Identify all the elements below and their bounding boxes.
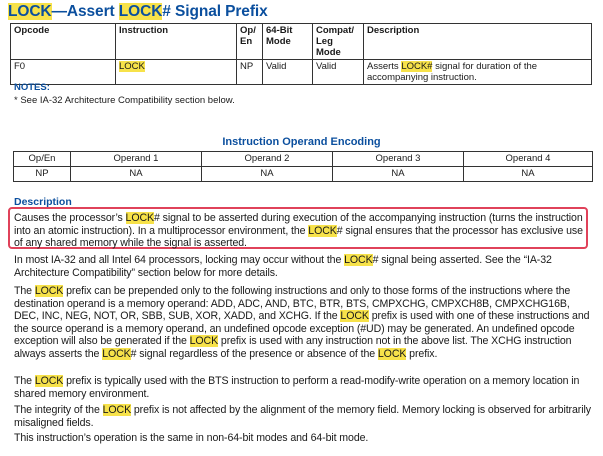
- text-run: # signal ensures that the processor has exclusive use of any shared memory while the signal is asserted.: [14, 224, 583, 250]
- lock-keyword-highlight: LOCK: [118, 3, 163, 20]
- lock-keyword-highlight: LOCK#: [401, 61, 433, 72]
- lock-keyword-highlight: LOCK: [119, 61, 145, 72]
- description-cell: [364, 60, 592, 85]
- description-heading: Description: [14, 196, 72, 208]
- encoding-header-cell: Operand 1: [71, 152, 202, 167]
- instruction-cell: [116, 60, 237, 85]
- encoding-cell: NP: [14, 167, 71, 182]
- lock-keyword-highlight: LOCK: [308, 224, 337, 237]
- lock-keyword-highlight: LOCK: [340, 310, 369, 323]
- text-run: prefix is used with any instruction not in the above list. The XCHG instruction always asserts the: [14, 335, 572, 360]
- lock-keyword-highlight: LOCK: [102, 347, 131, 360]
- text-run: # signal regardless of the presence or absence of the: [130, 347, 378, 360]
- lock-keyword-highlight: LOCK: [344, 254, 373, 266]
- text-run: prefix is typically used with the BTS instruction to perform a read-modify-write operation on a memory location in shared memory environment.: [14, 375, 580, 400]
- mode64-header-line1: 64-Bit: [266, 25, 293, 36]
- open-header-line1: Op/: [240, 25, 256, 36]
- mode64-header-line2: Mode: [266, 36, 291, 47]
- notes-heading: NOTES:: [14, 82, 50, 93]
- mode64-header: [263, 24, 313, 60]
- description-paragraph-4: [14, 375, 592, 400]
- open-header-line2: En: [240, 36, 253, 47]
- encoding-table: [13, 151, 593, 182]
- description-paragraph-3: [14, 285, 592, 361]
- open-header: [237, 24, 263, 60]
- text-run: prefix is used with one of these instructions and the source operand is a memory operand, an undefined opcode exception (#UD) may be generated. An undefined opcode exception will also be generated if the: [14, 310, 590, 348]
- text-run: prefix.: [406, 347, 438, 360]
- description-paragraph-2: [14, 254, 592, 279]
- lock-keyword-highlight: LOCK: [377, 347, 407, 360]
- text-run: The: [14, 285, 35, 297]
- compat-header-line1: Compat/: [316, 25, 354, 36]
- encoding-header-cell: Operand 4: [464, 152, 593, 167]
- encoding-cell: NA: [202, 167, 333, 182]
- lock-keyword-highlight: LOCK: [125, 212, 154, 224]
- text-run: The integrity of the: [14, 404, 103, 416]
- encoding-header-row: [14, 152, 593, 167]
- text-run: In most IA-32 and all Intel 64 processors, locking may occur without the: [14, 254, 345, 266]
- open-cell: NP: [237, 60, 263, 85]
- description-header: Description: [364, 24, 592, 60]
- encoding-cell: NA: [333, 167, 464, 182]
- lock-keyword-highlight: LOCK: [102, 404, 132, 416]
- encoding-header-cell: Op/En: [14, 152, 71, 167]
- lock-keyword-highlight: LOCK: [34, 375, 64, 387]
- instruction-header: Instruction: [116, 24, 237, 60]
- text-run: # signal being asserted. See the “IA-32 Architecture Compatibility” section below for more details.: [14, 254, 552, 279]
- encoding-header-cell: Operand 2: [202, 152, 333, 167]
- encoding-header-cell: Operand 3: [333, 152, 464, 167]
- text-run: The: [14, 375, 35, 387]
- desc-cell-post: signal for duration of the accompanying instruction.: [367, 61, 538, 83]
- opcode-table-header-row: [11, 24, 592, 60]
- lock-keyword-highlight: LOCK: [8, 3, 52, 20]
- compat-header-line2: Leg Mode: [316, 36, 341, 58]
- encoding-cell: NA: [464, 167, 593, 182]
- lock-keyword-highlight: LOCK: [34, 285, 64, 297]
- text-run: Causes the processor’s: [14, 212, 126, 224]
- compat-header: [313, 24, 364, 60]
- text-run: prefix is not affected by the alignment of the memory field. Memory locking is observed for arbitrarily misaligned fields.: [14, 404, 591, 429]
- opcode-table: [10, 23, 592, 85]
- desc-cell-pre: Asserts: [367, 61, 402, 72]
- table-row: [11, 60, 592, 85]
- title-dash-text: —Assert: [51, 3, 119, 20]
- encoding-table-title: Instruction Operand Encoding: [222, 136, 381, 148]
- text-run: prefix can be prepended only to the following instructions and only to those forms of the instructions where the destination operand is a memory operand: ADD, ADC, AND, BTC, BTR, BTS, CMPXCHG, CMPXCH8B, CMPXCHG16B, DEC, INC, NEG, NOT, OR, SBB, SUB, XOR, XADD, and XCHG. If the: [14, 285, 571, 323]
- lock-keyword-highlight: LOCK: [189, 335, 219, 348]
- opcode-cell: F0: [11, 60, 116, 85]
- title-rest-text: # Signal Prefix: [162, 3, 268, 20]
- mode64-cell: Valid: [263, 60, 313, 85]
- description-paragraph-6: This instruction’s operation is the same in non-64-bit modes and 64-bit mode.: [14, 432, 369, 444]
- notes-item: * See IA-32 Architecture Compatibility section below.: [14, 95, 235, 106]
- text-run: # signal to be asserted during execution of the accompanying instruction (turns the instruction into an atomic instruction). In a multiprocessor environment, the: [14, 212, 583, 237]
- description-paragraph-5: [14, 404, 592, 429]
- description-paragraph-1: [14, 212, 592, 250]
- table-row: [14, 167, 593, 182]
- encoding-cell: NA: [71, 167, 202, 182]
- opcode-header: Opcode: [11, 24, 116, 60]
- page-title: [8, 3, 268, 21]
- compat-cell: Valid: [313, 60, 364, 85]
